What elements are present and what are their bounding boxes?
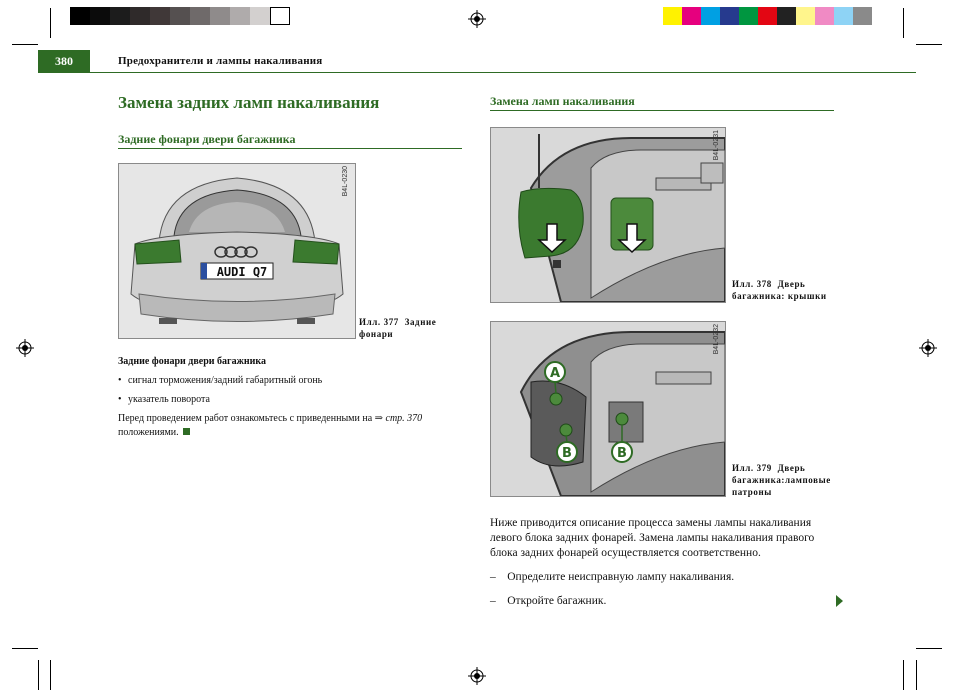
registration-mark-icon (919, 339, 937, 357)
figure-caption-text: Задние фонари (359, 317, 437, 339)
step-item: – Определите неисправную лампу накаливания. (490, 571, 735, 583)
continue-arrow-icon (836, 595, 843, 607)
lamp-sockets-illustration (491, 322, 725, 496)
figure-caption-text: Дверь багажника:ламповые патроны (732, 463, 831, 497)
crop-mark (916, 648, 942, 649)
figure-caption-number: Илл. 377 (359, 317, 399, 327)
crop-mark (12, 44, 38, 45)
figure-rear-lights (118, 163, 356, 339)
step-text: Откройте багажник. (507, 595, 607, 607)
note-page-link[interactable]: стр. 370 (385, 413, 423, 424)
crop-mark (50, 8, 51, 38)
figure-code: B4L-0231 (713, 130, 720, 161)
trunk-covers-illustration (491, 128, 725, 302)
page-title: Замена задних ламп накаливания (118, 93, 380, 112)
registration-mark-icon (468, 10, 486, 28)
callout-label-b: B (562, 446, 572, 461)
figure-caption-text: Дверь багажника: крышки (732, 279, 827, 301)
crop-mark (916, 660, 917, 690)
registration-mark-icon (16, 339, 34, 357)
crop-mark (50, 660, 51, 690)
crop-mark (916, 44, 942, 45)
header-rule (38, 72, 916, 73)
section-title: Задние фонари двери багажника (118, 132, 296, 146)
crop-mark (903, 8, 904, 38)
license-plate: AUDI Q7 (216, 265, 268, 279)
list-item: • сигнал торможения/задний габаритный огонь (118, 375, 323, 386)
registration-mark-icon (468, 667, 486, 685)
note-paragraph (118, 412, 463, 440)
figure-trunk-covers (490, 127, 726, 303)
car-rear-illustration (119, 164, 355, 338)
list-item-text: указатель поворота (128, 394, 210, 405)
running-title: Предохранители и лампы накаливания (118, 55, 323, 67)
page-number: 380 (38, 50, 90, 72)
note-prefix: Перед проведением работ ознакомьтесь с приведенными на ⇒ (118, 413, 386, 424)
figure-caption-number: Илл. 378 (732, 279, 772, 289)
figure-caption (359, 316, 449, 340)
figure-caption (732, 462, 832, 498)
step-item: – Откройте багажник. (490, 595, 607, 607)
section-rule (490, 110, 834, 111)
figure-code: B4L-0232 (713, 324, 720, 355)
crop-mark (12, 648, 38, 649)
figure-caption (732, 278, 832, 302)
section-title: Замена ламп накаливания (490, 94, 635, 108)
list-item: • указатель поворота (118, 394, 210, 405)
figure-caption-number: Илл. 379 (732, 463, 772, 473)
figure-lamp-sockets (490, 321, 726, 497)
procedure-paragraph: Ниже приводится описание процесса замены лампы накаливания левого блока задних фонарей. Замена лампы накаливания правого блока задних фонарей осуществляется соответственно. (490, 517, 815, 559)
note-suffix: положениями. (118, 427, 179, 438)
crop-mark (903, 660, 904, 690)
crop-mark (38, 660, 39, 690)
list-item-text: сигнал торможения/задний габаритный огонь (128, 375, 323, 386)
figure-code: B4L-0230 (342, 166, 349, 197)
list-title: Задние фонари двери багажника (118, 356, 266, 367)
step-text: Определите неисправную лампу накаливания. (507, 571, 735, 583)
section-rule (118, 148, 462, 149)
end-mark-icon (183, 428, 190, 435)
callout-label-b: B (617, 446, 627, 461)
callout-label-a: A (549, 366, 561, 381)
